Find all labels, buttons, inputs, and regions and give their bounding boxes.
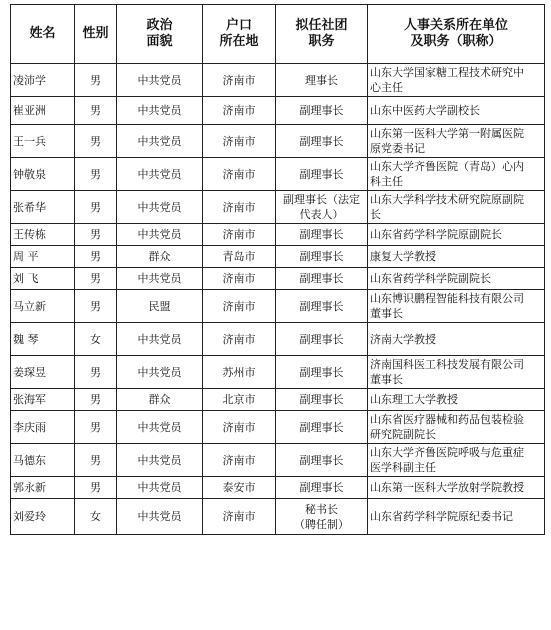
cell-unit [368, 323, 545, 356]
cell-role [276, 389, 368, 411]
personnel-table [10, 4, 545, 535]
cell-gender: 男 [75, 268, 117, 290]
role-line: 副理事长 [299, 104, 344, 117]
unit-line: 长 [370, 208, 381, 221]
unit-line: 董事长 [370, 373, 403, 386]
cell-unit [368, 356, 545, 389]
cell-hukou: 青岛市 [203, 246, 276, 268]
cell-role [276, 411, 368, 444]
table-row [11, 290, 545, 323]
cell-hukou: 济南市 [203, 411, 276, 444]
role-line: 副理事长 [299, 299, 344, 313]
role-line: 副理事长 [299, 332, 344, 346]
cell-party: 中共党员 [117, 191, 203, 224]
table-row [11, 356, 545, 389]
role-line: 副理事长 [299, 481, 344, 494]
cell-hukou: 济南市 [203, 268, 276, 290]
cell-name: 张希华 [11, 191, 75, 224]
unit-line: 康复大学教授 [370, 250, 436, 263]
header-unit [368, 5, 545, 64]
role-line: 副理事长 [299, 420, 344, 434]
role-line: 副理事长 [299, 250, 344, 263]
cell-party: 中共党员 [117, 499, 203, 535]
cell-role [276, 64, 368, 97]
cell-unit [368, 290, 545, 323]
table-row [11, 268, 545, 290]
unit-line: 山东大学齐鲁医院呼吸与危重症 [370, 446, 524, 459]
header-line: 所在地 [219, 34, 259, 49]
cell-unit [368, 389, 545, 411]
header-line: 政治 [146, 18, 173, 33]
cell-hukou: 济南市 [203, 224, 276, 246]
cell-party: 民盟 [117, 290, 203, 323]
cell-party: 中共党员 [117, 125, 203, 158]
cell-hukou: 济南市 [203, 499, 276, 535]
cell-role [276, 356, 368, 389]
cell-gender: 女 [75, 499, 117, 535]
unit-line: 原党委书记 [370, 142, 425, 155]
cell-role [276, 246, 368, 268]
role-line: 副理事长 [299, 393, 344, 406]
cell-gender: 男 [75, 290, 117, 323]
table-row [11, 323, 545, 356]
cell-gender: 男 [75, 246, 117, 268]
cell-unit [368, 499, 545, 535]
unit-line: 济南大学教授 [370, 332, 436, 346]
cell-party: 中共党员 [117, 158, 203, 191]
cell-party: 中共党员 [117, 268, 203, 290]
cell-unit [368, 246, 545, 268]
cell-hukou: 泰安市 [203, 477, 276, 499]
table-row [11, 444, 545, 477]
table-row [11, 246, 545, 268]
unit-line: 山东第一医科大学第一附属医院 [370, 127, 524, 140]
cell-party: 群众 [117, 389, 203, 411]
unit-line: 山东大学齐鲁医院（青岛）心内 [370, 160, 524, 173]
unit-line: 山东理工大学教授 [370, 393, 458, 406]
cell-hukou: 济南市 [203, 97, 276, 125]
table-row [11, 224, 545, 246]
cell-hukou: 济南市 [203, 191, 276, 224]
cell-role [276, 97, 368, 125]
header-line: 及职务（职称） [410, 34, 502, 49]
cell-hukou: 济南市 [203, 290, 276, 323]
cell-hukou: 济南市 [203, 158, 276, 191]
cell-hukou: 苏州市 [203, 356, 276, 389]
unit-line: 心主任 [370, 81, 403, 94]
cell-role [276, 191, 368, 224]
unit-line: 山东省药学科学院原副院长 [370, 228, 502, 241]
header-line: 拟任社团 [295, 18, 348, 33]
header-gender [75, 5, 117, 64]
cell-name: 王传栋 [11, 224, 75, 246]
unit-line: 医学科副主任 [370, 461, 436, 474]
table-row [11, 191, 545, 224]
header-row [11, 5, 545, 64]
cell-gender: 男 [75, 191, 117, 224]
cell-unit [368, 477, 545, 499]
role-line: 副理事长 [299, 134, 344, 148]
unit-line: 山东大学国家糖工程技术研究中 [370, 66, 524, 79]
role-line: 副理事长 [299, 365, 344, 379]
unit-line: 董事长 [370, 307, 403, 320]
table-body [11, 64, 545, 535]
unit-line: 山东省医疗器械和药品包装检验 [370, 413, 524, 426]
cell-role [276, 268, 368, 290]
cell-role [276, 499, 368, 535]
cell-hukou: 济南市 [203, 64, 276, 97]
role-line: 代表人） [299, 208, 344, 221]
cell-unit [368, 224, 545, 246]
cell-name: 李庆雨 [11, 411, 75, 444]
role-line: （聘任制） [294, 517, 349, 531]
table-row [11, 125, 545, 158]
cell-role [276, 158, 368, 191]
cell-name: 马德东 [11, 444, 75, 477]
cell-unit [368, 125, 545, 158]
cell-gender: 男 [75, 356, 117, 389]
unit-line: 山东第一医科大学放射学院教授 [370, 481, 524, 494]
cell-gender: 男 [75, 158, 117, 191]
table-row [11, 477, 545, 499]
cell-name: 姜琛昱 [11, 356, 75, 389]
header-line: 姓名 [29, 26, 56, 41]
cell-name: 魏 琴 [11, 323, 75, 356]
cell-party: 中共党员 [117, 411, 203, 444]
cell-role [276, 224, 368, 246]
header-name [11, 5, 75, 64]
unit-line: 科主任 [370, 175, 403, 188]
cell-name: 马立新 [11, 290, 75, 323]
table-row [11, 158, 545, 191]
cell-gender: 男 [75, 444, 117, 477]
role-line: 副理事长 [299, 228, 344, 241]
cell-gender: 男 [75, 125, 117, 158]
header-line: 职务 [308, 34, 335, 49]
cell-gender: 男 [75, 477, 117, 499]
cell-unit [368, 97, 545, 125]
header-line: 性别 [82, 26, 109, 41]
cell-unit [368, 191, 545, 224]
header-line: 面貌 [146, 34, 173, 49]
table-row [11, 64, 545, 97]
cell-hukou: 北京市 [203, 389, 276, 411]
cell-name: 郭永新 [11, 477, 75, 499]
header-line: 户口 [225, 18, 252, 33]
unit-line: 山东省药学科学院副院长 [370, 272, 491, 285]
cell-unit [368, 268, 545, 290]
cell-hukou: 济南市 [203, 444, 276, 477]
cell-name: 刘 飞 [11, 268, 75, 290]
cell-gender: 男 [75, 97, 117, 125]
unit-line: 研究院副院长 [370, 428, 436, 441]
cell-gender: 男 [75, 389, 117, 411]
cell-name: 崔亚洲 [11, 97, 75, 125]
cell-role [276, 290, 368, 323]
table-row [11, 97, 545, 125]
cell-unit [368, 444, 545, 477]
role-line: 理事长 [305, 73, 338, 87]
table-row [11, 411, 545, 444]
cell-party: 中共党员 [117, 356, 203, 389]
cell-gender: 女 [75, 323, 117, 356]
cell-hukou: 济南市 [203, 323, 276, 356]
cell-party: 中共党员 [117, 477, 203, 499]
cell-unit [368, 411, 545, 444]
cell-gender: 男 [75, 64, 117, 97]
role-line: 副理事长 [299, 453, 344, 467]
cell-unit [368, 64, 545, 97]
cell-party: 中共党员 [117, 224, 203, 246]
cell-name: 刘爱玲 [11, 499, 75, 535]
cell-hukou: 济南市 [203, 125, 276, 158]
unit-line: 济南国科医工科技发展有限公司 [370, 358, 524, 371]
unit-line: 山东博识鹏程智能科技有限公司 [370, 292, 524, 305]
cell-name: 张海军 [11, 389, 75, 411]
table-row [11, 499, 545, 535]
header-hukou [203, 5, 276, 64]
cell-role [276, 323, 368, 356]
cell-name: 王一兵 [11, 125, 75, 158]
cell-party: 群众 [117, 246, 203, 268]
header-party [117, 5, 203, 64]
cell-party: 中共党员 [117, 97, 203, 125]
cell-role [276, 444, 368, 477]
cell-unit [368, 158, 545, 191]
cell-party: 中共党员 [117, 64, 203, 97]
header-role [276, 5, 368, 64]
unit-line: 山东大学科学技术研究院原副院 [370, 193, 524, 206]
header-line: 人事关系所在单位 [403, 18, 508, 33]
role-line: 秘书长 [305, 502, 338, 516]
cell-role [276, 125, 368, 158]
cell-party: 中共党员 [117, 444, 203, 477]
cell-name: 周 平 [11, 246, 75, 268]
cell-gender: 男 [75, 224, 117, 246]
unit-line: 山东中医药大学副校长 [370, 104, 480, 117]
table-row [11, 389, 545, 411]
role-line: 副理事长（法定 [283, 193, 360, 206]
unit-line: 山东省药学科学院原纪委书记 [370, 510, 513, 523]
cell-name: 钟敬泉 [11, 158, 75, 191]
cell-party: 中共党员 [117, 323, 203, 356]
cell-name: 凌沛学 [11, 64, 75, 97]
role-line: 副理事长 [299, 272, 344, 285]
cell-gender: 男 [75, 411, 117, 444]
role-line: 副理事长 [299, 167, 344, 181]
cell-role [276, 477, 368, 499]
